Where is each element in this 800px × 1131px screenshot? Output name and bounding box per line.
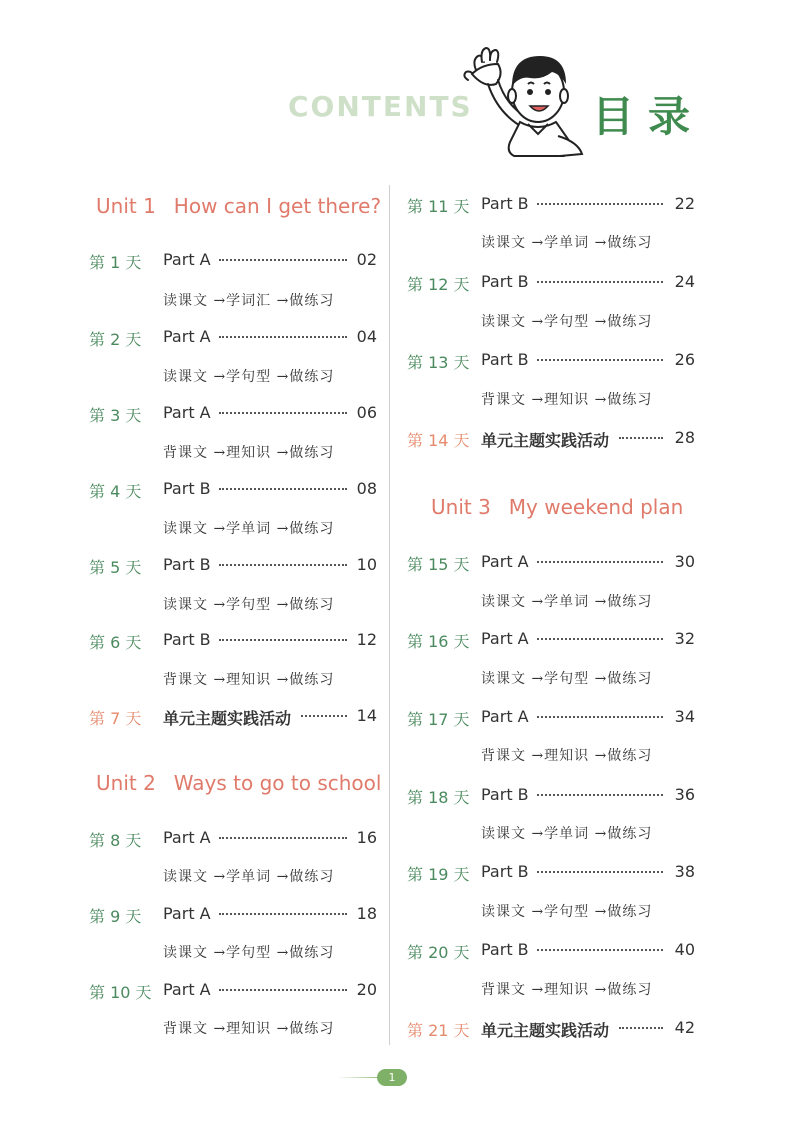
study-steps: 读课文 →学句型 →做练习 (481, 671, 653, 687)
unit-heading (96, 194, 381, 218)
day-label: 第 18 天 (407, 788, 470, 807)
page-number: 04 (356, 327, 377, 346)
study-steps: 背课文 →理知识 →做练习 (163, 672, 335, 688)
activity-label: 单元主题实践活动 (163, 709, 292, 728)
leader-dots (537, 281, 663, 283)
part-label: Part A (481, 707, 529, 726)
leader-dots (219, 259, 347, 261)
leader-dots (219, 564, 347, 566)
day-label: 第 9 天 (89, 907, 142, 926)
leader-dots (537, 794, 663, 796)
leader-dots (537, 716, 663, 718)
page-number: 02 (356, 250, 377, 269)
leader-dots (619, 437, 663, 439)
waving-boy-icon (458, 40, 588, 160)
day-label: 第 8 天 (89, 831, 142, 850)
study-steps: 读课文 →学单词 →做练习 (163, 869, 335, 885)
toc-entry[interactable] (89, 479, 379, 503)
page-number: 20 (356, 980, 377, 999)
page-number: 18 (356, 904, 377, 923)
leader-dots (219, 639, 347, 641)
study-steps: 读课文 →学单词 →做练习 (163, 521, 335, 537)
leader-dots (537, 871, 663, 873)
part-label: Part B (481, 940, 529, 959)
toc-entry[interactable] (407, 862, 697, 886)
part-label: Part B (163, 630, 211, 649)
day-label: 第 21 天 (407, 1021, 470, 1040)
toc-entry[interactable] (407, 350, 697, 374)
study-steps: 读课文 →学单词 →做练习 (481, 594, 653, 610)
contents-heading: CONTENTS (288, 90, 473, 123)
activity-label: 单元主题实践活动 (481, 1021, 610, 1040)
day-label: 第 4 天 (89, 482, 142, 501)
page-number: 40 (674, 940, 695, 959)
part-label: Part A (481, 552, 529, 571)
leader-dots (219, 488, 347, 490)
study-steps: 读课文 →学句型 →做练习 (163, 597, 335, 613)
activity-label: 单元主题实践活动 (481, 431, 610, 450)
day-label: 第 1 天 (89, 253, 142, 272)
page-number: 22 (674, 194, 695, 213)
leader-dots (219, 913, 347, 915)
study-steps: 读课文 →学句型 →做练习 (481, 904, 653, 920)
leader-dots (219, 989, 347, 991)
leader-dots (219, 837, 347, 839)
part-label: Part A (163, 904, 211, 923)
toc-entry[interactable] (89, 706, 379, 730)
page-number: 38 (674, 862, 695, 881)
page-number: 08 (356, 479, 377, 498)
day-label: 第 10 天 (89, 983, 152, 1002)
day-label: 第 13 天 (407, 353, 470, 372)
page-number: 14 (356, 706, 377, 725)
part-label: Part B (481, 785, 529, 804)
day-label: 第 15 天 (407, 555, 470, 574)
study-steps: 读课文 →学词汇 →做练习 (163, 293, 335, 309)
footer-page-number: 1 (377, 1069, 407, 1086)
toc-entry[interactable] (89, 980, 379, 1004)
page-number: 10 (356, 555, 377, 574)
study-steps: 读课文 →学单词 →做练习 (481, 235, 653, 251)
leader-dots (219, 412, 347, 414)
page-number: 24 (674, 272, 695, 291)
page-number: 12 (356, 630, 377, 649)
footer-line-left (337, 1077, 377, 1078)
unit-title: How can I get there? (173, 194, 382, 218)
part-label: Part B (481, 194, 529, 213)
leader-dots (537, 638, 663, 640)
day-label: 第 17 天 (407, 710, 470, 729)
page-number: 30 (674, 552, 695, 571)
part-label: Part A (163, 250, 211, 269)
day-label: 第 11 天 (407, 197, 470, 216)
part-label: Part B (481, 350, 529, 369)
leader-dots (537, 949, 663, 951)
part-label: Part A (163, 828, 211, 847)
unit-number: Unit 2 (96, 771, 156, 795)
toc-entry[interactable] (407, 194, 697, 218)
study-steps: 背课文 →理知识 →做练习 (481, 392, 653, 408)
day-label: 第 7 天 (89, 709, 142, 728)
page-number: 16 (356, 828, 377, 847)
toc-entry[interactable] (89, 250, 379, 274)
part-label: Part B (481, 862, 529, 881)
unit-title: Ways to go to school (173, 771, 382, 795)
toc-entry[interactable] (89, 555, 379, 579)
page-number: 06 (356, 403, 377, 422)
day-label: 第 12 天 (407, 275, 470, 294)
unit-heading (431, 495, 683, 519)
toc-entry[interactable] (89, 327, 379, 351)
toc-entry[interactable] (89, 630, 379, 654)
leader-dots (537, 561, 663, 563)
study-steps: 背课文 →理知识 →做练习 (481, 748, 653, 764)
toc-entry[interactable] (407, 272, 697, 296)
page-number: 42 (674, 1018, 695, 1037)
study-steps: 背课文 →理知识 →做练习 (163, 1021, 335, 1037)
part-label: Part A (163, 327, 211, 346)
part-label: Part A (163, 403, 211, 422)
toc-entry[interactable] (407, 629, 697, 653)
study-steps: 读课文 →学句型 →做练习 (481, 314, 653, 330)
page-number: 28 (674, 428, 695, 447)
leader-dots (537, 359, 663, 361)
day-label: 第 14 天 (407, 431, 470, 450)
study-steps: 读课文 →学单词 →做练习 (481, 826, 653, 842)
unit-title: My weekend plan (508, 495, 684, 519)
column-divider (389, 185, 390, 1045)
page-number: 34 (674, 707, 695, 726)
leader-dots (619, 1027, 663, 1029)
study-steps: 读课文 →学句型 →做练习 (163, 945, 335, 961)
part-label: Part A (481, 629, 529, 648)
page-number: 36 (674, 785, 695, 804)
leader-dots (301, 715, 347, 717)
study-steps: 背课文 →理知识 →做练习 (163, 445, 335, 461)
part-label: Part B (163, 479, 211, 498)
unit-heading (96, 771, 381, 795)
day-label: 第 5 天 (89, 558, 142, 577)
day-label: 第 6 天 (89, 633, 142, 652)
page-number: 32 (674, 629, 695, 648)
leader-dots (219, 336, 347, 338)
part-label: Part B (481, 272, 529, 291)
unit-number: Unit 3 (431, 495, 491, 519)
toc-entry[interactable] (407, 707, 697, 731)
leader-dots (537, 203, 663, 205)
day-label: 第 19 天 (407, 865, 470, 884)
toc-entry[interactable] (407, 552, 697, 576)
page-number: 26 (674, 350, 695, 369)
day-label: 第 3 天 (89, 406, 142, 425)
unit-number: Unit 1 (96, 194, 156, 218)
toc-entry[interactable] (89, 904, 379, 928)
part-label: Part B (163, 555, 211, 574)
day-label: 第 20 天 (407, 943, 470, 962)
toc-entry[interactable] (407, 428, 697, 452)
day-label: 第 2 天 (89, 330, 142, 349)
part-label: Part A (163, 980, 211, 999)
contents-title-cn: 目录 (592, 92, 705, 141)
toc-entry[interactable] (407, 1018, 697, 1042)
toc-entry[interactable] (89, 828, 379, 852)
toc-entry[interactable] (407, 940, 697, 964)
study-steps: 读课文 →学句型 →做练习 (163, 369, 335, 385)
day-label: 第 16 天 (407, 632, 470, 651)
toc-entry[interactable] (89, 403, 379, 427)
toc-entry[interactable] (407, 785, 697, 809)
study-steps: 背课文 →理知识 →做练习 (481, 982, 653, 998)
